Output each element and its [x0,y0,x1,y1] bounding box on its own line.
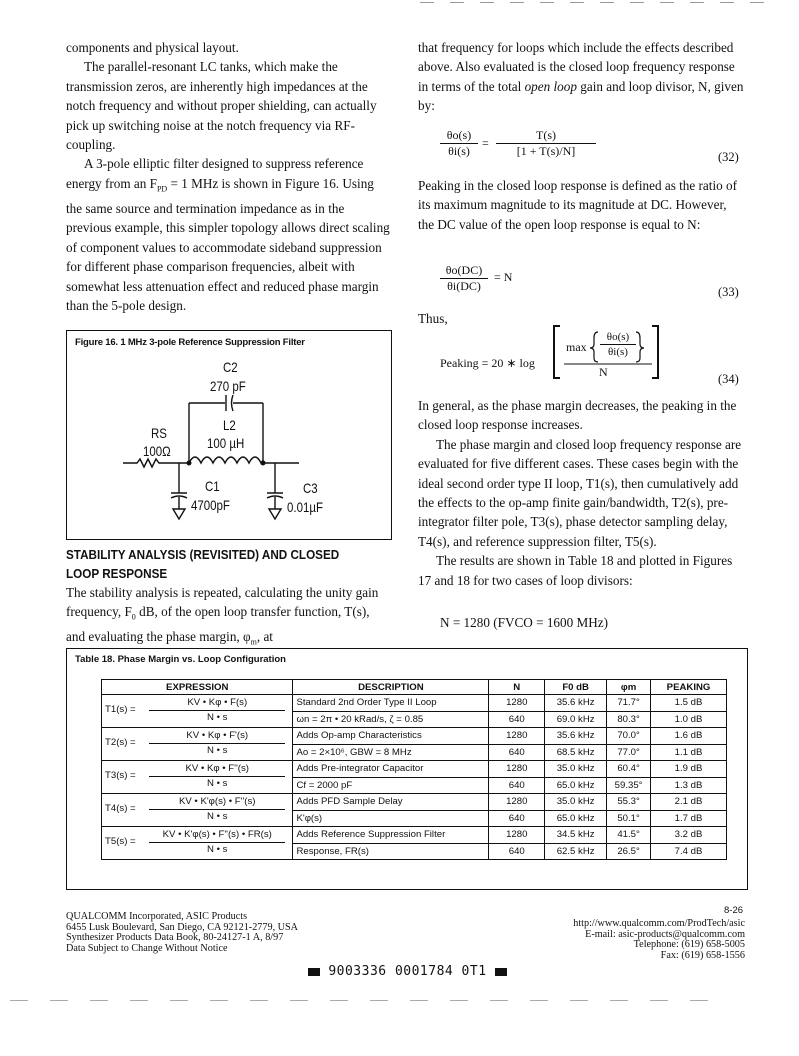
column-header: F0 dB [545,680,607,695]
c1-value: 4700pF [191,497,230,513]
footer-line: QUALCOMM Incorporated, ASIC Products [66,911,248,922]
l2-value: 100 µH [207,435,245,451]
equation-lhs: Peaking = 20 ∗ log [440,356,535,370]
denominator: N • s [207,712,228,723]
thus-text: Thus, [418,311,448,326]
fraction [149,762,285,791]
right-column-bottom [418,396,744,590]
rs-label: RS [151,425,167,441]
denominator: N • s [207,811,228,822]
figure-16 [66,330,392,540]
denominator: θi(s) [448,144,470,158]
subscript: PD [156,184,168,194]
numerator: KV • Kφ • F'(s) [149,729,285,744]
max-label: max [566,340,587,354]
fraction [149,795,285,824]
fraction [149,828,285,857]
phase-margin-cell: 41.5° [607,827,651,844]
text: dB, of the open loop transfer function, T(s), and evaluating the phase margin, φ [66,604,370,645]
barcode-text: 9003336 0001784 0T1 [328,964,487,979]
phase-margin-cell: 59.35° [607,777,651,794]
paragraph [66,583,390,653]
transfer-function [105,695,289,727]
footer-line: 6455 Lusk Boulevard, San Diego, CA 92121-2779, USA [66,921,299,933]
expression-cell [102,794,293,827]
website-link[interactable]: http://www.qualcomm.com/ProdTech/asic [573,918,745,929]
barcode [308,964,507,979]
f0-cell: 35.6 kHz [545,728,607,745]
description-cell: K'φ(s) [293,810,489,827]
paragraph: components and physical layout. [66,40,239,55]
table-row [102,827,727,844]
table-header-row [102,680,727,695]
equation-number: (33) [718,285,739,299]
paragraph: The parallel-resonant LC tanks, which make the transmission zeros, are inherently high impedances at the notch frequency and without proper shielding, can actually pick up switching noise at the notch frequency via RF-coupling. [66,59,377,153]
phase-margin-cell: 50.1° [607,810,651,827]
phase-margin-cell: 60.4° [607,761,651,778]
paragraph: The phase margin and closed loop frequency response are evaluated for five different cases. These cases begin with the ideal second order type II loop, T1(s), then cumulatively add the effects to the op-amp finite gain/bandwidth, T2(s), pre-integrator filter pole, T3(s), phase detector sampling delay, T4(s), and reference suppression filter, T5(s). [418,436,742,549]
divisor-n: N [599,365,608,379]
equals-sign: = [482,136,489,150]
equation-33 [440,263,560,299]
expression-cell [102,827,293,860]
f0-cell: 35.0 kHz [545,794,607,811]
right-column-top [418,38,744,116]
peaking-cell: 1.6 dB [651,728,727,745]
function-lhs: T1(s) = [105,704,136,715]
c1-label: C1 [205,478,220,494]
scan-artifact-top [420,2,780,3]
n-cell: 640 [489,843,545,860]
phase-margin-cell: 70.0° [607,728,651,745]
figure-caption: Figure 16. 1 MHz 3-pole Reference Suppression Filter [75,337,305,348]
emphasis: open loop [524,78,577,94]
footer-right [573,919,745,961]
f0-cell: 62.5 kHz [545,843,607,860]
description-cell: ωn = 2π • 20 kRad/s, ζ = 0.85 [293,711,489,728]
description-cell: Adds Pre-integrator Capacitor [293,761,489,778]
n-cell: 1280 [489,695,545,712]
numerator: KV • Kφ • F''(s) [149,762,285,777]
footer-left [66,912,298,954]
numerator: θo(DC) [440,263,488,279]
n-cell: 1280 [489,794,545,811]
table-row [102,794,727,811]
transfer-function [105,827,289,859]
page-number: 8-26 [724,905,744,916]
c3-label: C3 [303,480,318,496]
paragraph: In general, as the phase margin decreases, the peaking in the closed loop response increases. [418,398,737,433]
table-row [102,695,727,712]
barcode-block-icon [308,968,320,976]
left-column [66,38,390,315]
description-cell: Ao = 2×10⁶, GBW = 8 MHz [293,744,489,761]
c2-value: 270 pF [210,378,246,394]
transfer-function [105,728,289,760]
phase-margin-cell: 80.3° [607,711,651,728]
description-cell: Adds Reference Suppression Filter [293,827,489,844]
barcode-block-icon [495,968,507,976]
transfer-function [105,761,289,793]
fraction [600,330,636,359]
expression-cell [102,728,293,761]
peaking-cell: 1.9 dB [651,761,727,778]
fraction [149,696,285,725]
expression-cell [102,761,293,794]
paragraph: The results are shown in Table 18 and plotted in Figures 17 and 18 for two cases of loop divisors: [418,553,733,588]
equation-number: (32) [718,150,739,164]
table-row [102,761,727,778]
function-lhs: T4(s) = [105,803,136,814]
n-cell: 640 [489,711,545,728]
peaking-cell: 1.0 dB [651,711,727,728]
right-column-p2 [418,176,744,234]
fraction [440,263,488,294]
description-cell: Response, FR(s) [293,843,489,860]
denominator: N • s [207,844,228,855]
data-table [101,679,727,860]
denominator: N • s [207,745,228,756]
text: The stability analysis is repeated, calculating the unity gain frequency, F [66,585,379,620]
c2-label: C2 [223,359,238,375]
peaking-cell: 3.2 dB [651,827,727,844]
equation-rhs: = N [494,270,513,284]
numerator: KV • Kφ • F(s) [149,696,285,711]
left-column-bottom [66,583,390,653]
function-lhs: T2(s) = [105,737,136,748]
email-link[interactable]: E-mail: asic-products@qualcomm.com [585,928,745,940]
f0-cell: 68.5 kHz [545,744,607,761]
n-cell: 1280 [489,761,545,778]
n-cell: 640 [489,777,545,794]
peaking-cell: 2.1 dB [651,794,727,811]
n-cell: 1280 [489,728,545,745]
peaking-cell: 1.7 dB [651,810,727,827]
denominator: θi(DC) [447,279,481,293]
subscript: m [250,638,257,648]
paragraph: Peaking in the closed loop response is defined as the ratio of its maximum magnitude to its magnitude at DC. However, the DC value of the open loop response is equal to N: [418,178,737,232]
divisor-equation: N = 1280 (FVCO = 1600 MHz) [440,615,608,630]
numerator: KV • K'φ(s) • F''(s) • FR(s) [149,828,285,843]
numerator: T(s) [496,128,596,144]
description-cell: Adds Op-amp Characteristics [293,728,489,745]
description-cell: Adds PFD Sample Delay [293,794,489,811]
denominator: N • s [207,778,228,789]
equation-34 [440,324,680,384]
phase-margin-cell: 77.0° [607,744,651,761]
section-heading: STABILITY ANALYSIS (REVISITED) AND CLOSED LOOP RESPONSE [66,547,340,581]
column-header: EXPRESSION [102,680,293,695]
column-header: φm [607,680,651,695]
peaking-cell: 1.5 dB [651,695,727,712]
function-lhs: T5(s) = [105,836,136,847]
n-cell: 1280 [489,827,545,844]
column-header: PEAKING [651,680,727,695]
function-lhs: T3(s) = [105,770,136,781]
l2-label: L2 [223,417,236,433]
subscript: 0 [131,613,136,623]
column-header: DESCRIPTION [293,680,489,695]
f0-cell: 69.0 kHz [545,711,607,728]
rs-value: 100Ω [143,443,171,459]
text: = 1 MHz is shown in Figure 16. Using the same source and termination impedance as in the previous example, this simpler topology allows direct scaling of component values to accommodate sideband suppression for different phase comparison frequencies, albeit with somewhat less attenuation effect and reduced phase margin than the 5-pole design. [66,175,390,313]
f0-cell: 35.6 kHz [545,695,607,712]
column-header: N [489,680,545,695]
numerator: θo(s) [440,128,478,144]
paragraph [418,38,744,116]
numerator: KV • K'φ(s) • F''(s) [149,795,285,810]
telephone: Telephone: (619) 658-5005 [633,939,745,951]
c3-value: 0.01µF [287,499,323,515]
n-cell: 640 [489,744,545,761]
scan-artifact-bottom [10,1000,730,1001]
description-cell: Standard 2nd Order Type II Loop [293,695,489,712]
expression-cell [102,695,293,728]
peaking-cell: 7.4 dB [651,843,727,860]
fax: Fax: (619) 658-1556 [660,949,745,961]
fraction [440,128,478,159]
f0-cell: 65.0 kHz [545,777,607,794]
fraction [496,128,596,159]
circuit-schematic [67,331,391,539]
footer-line: Data Subject to Change Without Notice [66,942,228,954]
fraction [149,729,285,758]
text: that frequency for loops which include the effects described above. Also evaluated is the closed loop frequency response in terms of the total [418,40,735,94]
paragraph [66,154,390,315]
text: A 3-pole elliptic filter designed to suppress reference energy from an F [66,156,364,191]
transfer-function [105,794,289,826]
phase-margin-cell: 26.5° [607,843,651,860]
peaking-cell: 1.1 dB [651,744,727,761]
equation-32 [440,128,750,168]
numerator: θo(s) [600,330,636,345]
denominator: [1 + T(s)/N] [516,144,576,158]
table-caption: Table 18. Phase Margin vs. Loop Configuration [75,654,286,665]
text: , at [256,629,273,645]
peaking-cell: 1.3 dB [651,777,727,794]
text: gain and loop divisor, N, given by: [418,78,744,114]
phase-margin-cell: 71.7° [607,695,651,712]
phase-margin-cell: 55.3° [607,794,651,811]
f0-cell: 34.5 kHz [545,827,607,844]
table-row [102,728,727,745]
description-cell: Cf = 2000 pF [293,777,489,794]
table-18 [66,648,748,890]
f0-cell: 65.0 kHz [545,810,607,827]
equation-number: (34) [718,372,739,386]
f0-cell: 35.0 kHz [545,761,607,778]
n-cell: 640 [489,810,545,827]
denominator: θi(s) [608,346,628,358]
footer-line: Synthesizer Products Data Book, 80-24127-1 A, 8/97 [66,932,284,944]
